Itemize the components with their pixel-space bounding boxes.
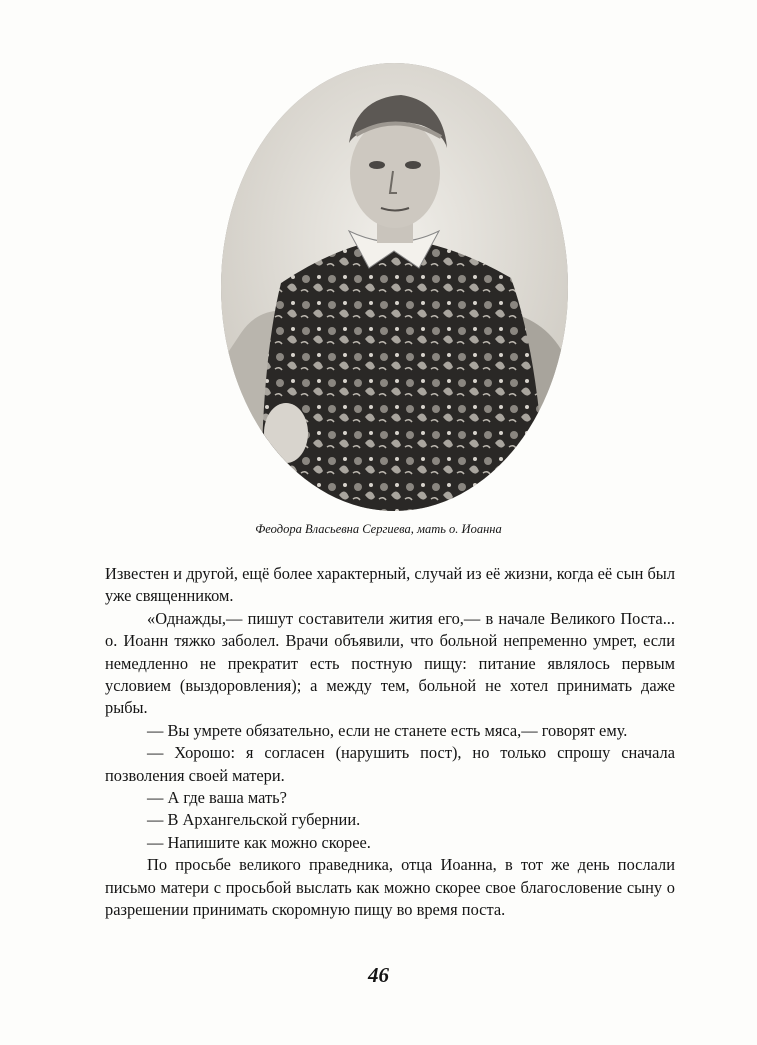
page-number: 46 [368, 963, 389, 987]
body-text [105, 563, 675, 922]
dialogue-line: — А где ваша мать? [147, 788, 287, 808]
portrait-photo [221, 63, 568, 511]
paragraph: По просьбе великого праведника, отца Иоанна, в тот же день послали письмо матери с просьбой выслать как можно скорее свое благословение сыну о разрешении принимать скоромную пищу во время поста. [105, 855, 675, 920]
dialogue-line: — Вы умрете обязательно, если не станете есть мяса,— говорят ему. [147, 720, 628, 740]
dialogue-line: — Напишите как можно скорее. [147, 832, 371, 852]
dialogue-line: — В Архангельской губернии. [147, 810, 361, 830]
paragraph: «Однажды,— пишут составители жития его,— в начале Великого Поста... о. Иоанн тяжко заболел. Врачи объявили, что больной непременно умрет, если немедленно не прекратит есть постную пищу: питание являлось первым условием (выздоровления); а между тем, больной не хотел принимать даже рыбы. [105, 608, 675, 718]
dialogue-line: — Хорошо: я согласен (нарушить пост), но только спрошу сначала позволения своей матери. [105, 743, 675, 785]
paragraph: Известен и другой, ещё более характерный, случай из её жизни, когда её сын был уже священником. [105, 564, 675, 606]
photo-caption: Феодора Власьевна Сергиева, мать о. Иоанна [255, 522, 502, 536]
